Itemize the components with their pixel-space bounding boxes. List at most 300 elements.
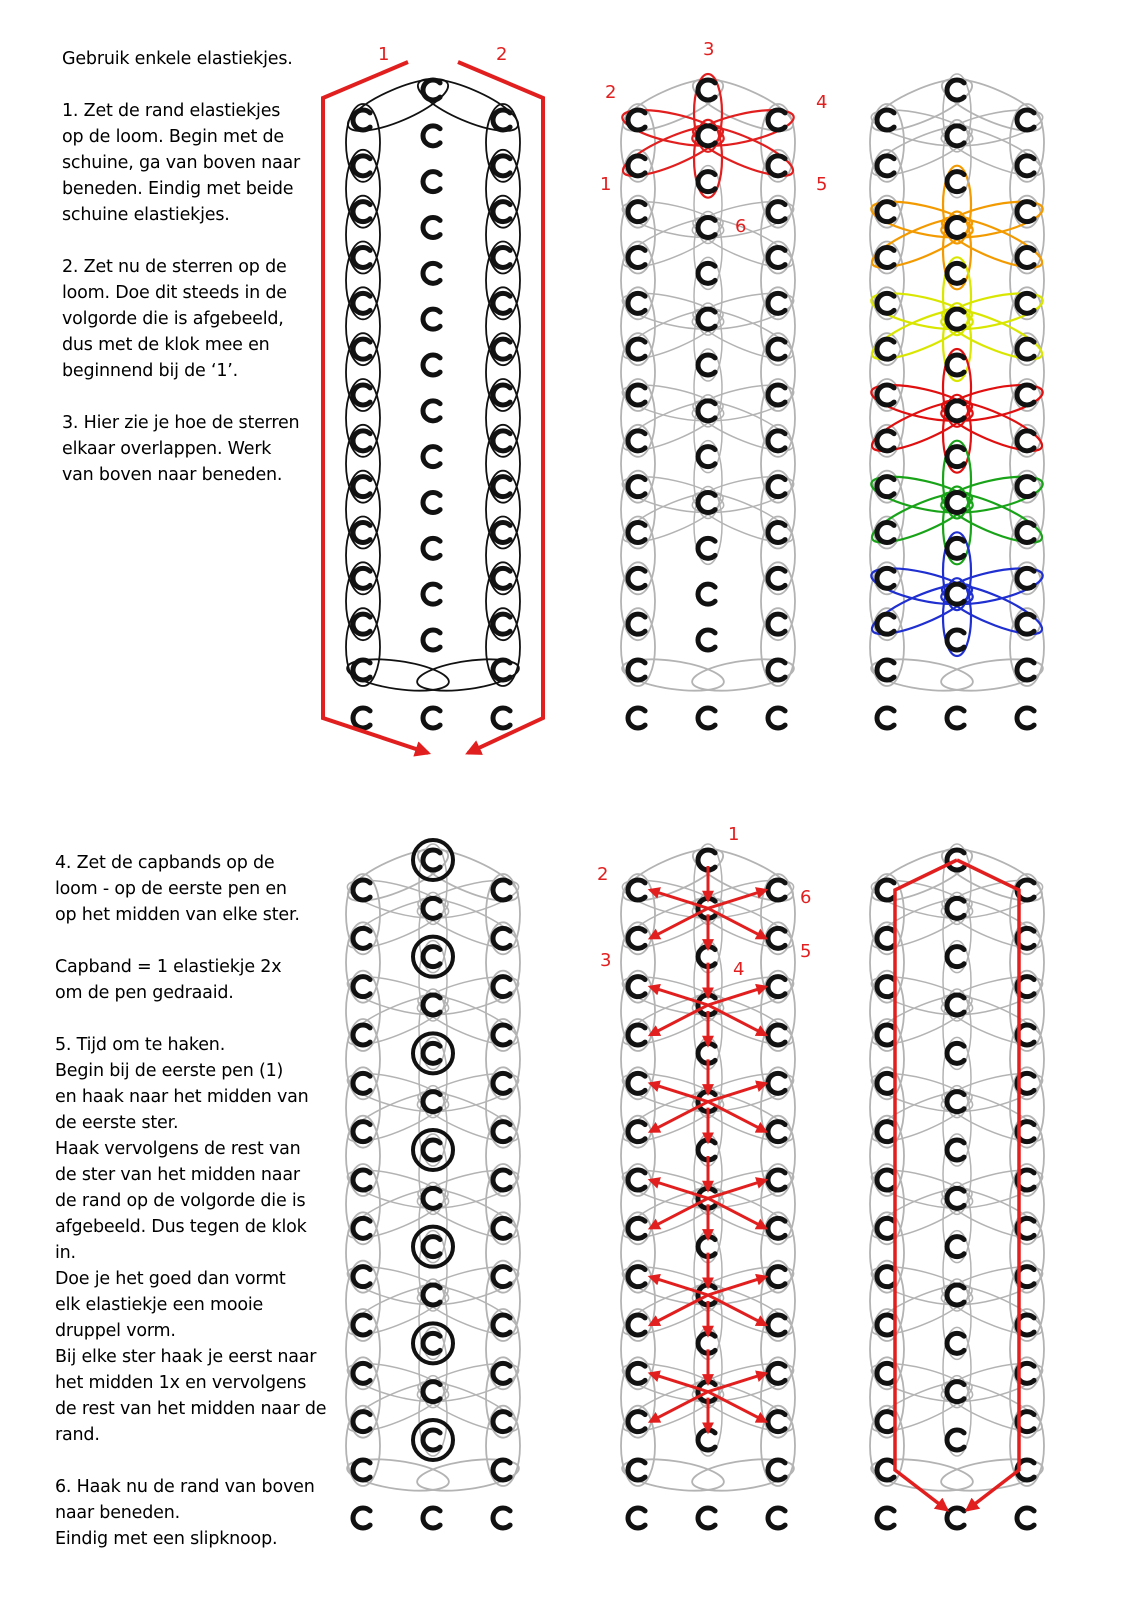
loom-peg-icon [628, 431, 645, 451]
loom-peg-icon [493, 928, 510, 948]
loom-peg-icon [628, 293, 645, 313]
instruction-line: beginnend bij de ‘1’. [62, 361, 239, 381]
loom-peg-icon [493, 568, 510, 588]
rubber-band [761, 471, 795, 549]
loom-peg-icon [353, 1460, 370, 1480]
loom-peg-icon [768, 1073, 785, 1093]
loom-peg-icon [947, 630, 964, 650]
loom-peg-icon [423, 1508, 440, 1528]
rubber-band [621, 196, 655, 274]
loom-peg-icon [698, 126, 715, 146]
loom-peg-icon [423, 492, 440, 512]
loom-peg-icon [1017, 339, 1034, 359]
rubber-band [346, 562, 380, 640]
loom-peg-icon [628, 110, 645, 130]
loom-peg-icon [628, 928, 645, 948]
rubber-band [761, 517, 795, 595]
capband [413, 1033, 453, 1073]
rubber-band [486, 1164, 520, 1244]
loom-peg-icon [423, 995, 440, 1015]
loom-peg-icon [423, 447, 440, 467]
loom-peg-icon [698, 218, 715, 238]
instruction-line: de rest van het midden naar de [55, 1399, 327, 1419]
instruction-line: Doe je het goed dan vormt [55, 1269, 286, 1289]
rubber-band [621, 471, 655, 549]
loom-peg-icon [628, 385, 645, 405]
loom-peg-icon [353, 1170, 370, 1190]
loom-peg-icon [353, 156, 370, 176]
loom-peg-icon [877, 1508, 894, 1528]
hook-arrow [708, 1295, 766, 1325]
instruction-line: van boven naar beneden. [62, 465, 283, 485]
instruction-line: de rand op de volgorde die is [55, 1191, 306, 1211]
rubber-band [761, 379, 795, 457]
loom-peg-icon [947, 1092, 964, 1112]
rubber-band [1010, 196, 1044, 274]
loom-peg-icon [877, 1122, 894, 1142]
loom-peg-icon [628, 477, 645, 497]
instruction-line: druppel vorm. [55, 1321, 176, 1341]
loom-peg-icon [423, 584, 440, 604]
rubber-band [1010, 1357, 1044, 1437]
loom-peg-icon [423, 1188, 440, 1208]
rubber-band [621, 379, 655, 457]
instruction-line: schuine, ga van boven naar [62, 153, 301, 173]
step-number-label: 2 [597, 864, 609, 885]
loom-peg-icon [947, 1382, 964, 1402]
loom-peg-icon [493, 977, 510, 997]
instruction-line: dus met de klok mee en [62, 335, 270, 355]
capband [413, 937, 453, 977]
loom-peg-icon [768, 247, 785, 267]
instruction-line: Begin bij de eerste pen (1) [55, 1061, 284, 1081]
loom-peg-icon [353, 477, 370, 497]
loom-peg-icon [877, 880, 894, 900]
border-arrow-right [458, 62, 543, 753]
loom-peg-icon [353, 1122, 370, 1142]
loom-peg-icon [768, 568, 785, 588]
rubber-band [486, 425, 520, 503]
loom-peg-icon [1017, 202, 1034, 222]
rubber-band [346, 425, 380, 503]
loom-peg-icon [423, 850, 440, 870]
step-number-label: 1 [378, 44, 390, 65]
loom-peg-icon [423, 630, 440, 650]
loom-peg-icon [493, 385, 510, 405]
loom-peg-icon [877, 1025, 894, 1045]
loom-peg-icon [628, 1218, 645, 1238]
step-number-label: 1 [728, 824, 740, 845]
loom-peg-icon [768, 880, 785, 900]
loom-peg-icon [947, 995, 964, 1015]
loom-peg-icon [493, 1267, 510, 1287]
loom-peg-icon [877, 339, 894, 359]
loom-peg-icon [698, 355, 715, 375]
rubber-band [761, 1357, 795, 1437]
rubber-band [346, 1164, 380, 1244]
loom-peg-icon [768, 1508, 785, 1528]
step-number-label: 2 [496, 44, 508, 65]
rubber-band [486, 1261, 520, 1341]
loom-peg-icon [628, 708, 645, 728]
capband [413, 1227, 453, 1267]
loom-peg-icon [947, 218, 964, 238]
loom-peg-icon [1017, 568, 1034, 588]
rubber-band [346, 517, 380, 595]
loom-peg-icon [493, 339, 510, 359]
loom-peg-icon [628, 1170, 645, 1190]
loom-peg-icon [947, 126, 964, 146]
rubber-band [1010, 1067, 1044, 1147]
instruction-line: Capband = 1 elastiekje 2x [55, 957, 282, 977]
loom-peg-icon [877, 431, 894, 451]
loom-peg-icon [1017, 523, 1034, 543]
rubber-band [346, 379, 380, 457]
loom-peg-icon [698, 263, 715, 283]
rubber-band [761, 1164, 795, 1244]
loom-peg-icon [628, 660, 645, 680]
loom-peg-icon [947, 172, 964, 192]
loom-peg-icon [493, 1315, 510, 1335]
loom-peg-icon [947, 1508, 964, 1528]
rubber-band [346, 1067, 380, 1147]
loom-peg-icon [768, 1267, 785, 1287]
loom-peg-icon [353, 708, 370, 728]
loom-peg-icon [877, 660, 894, 680]
loom-peg-icon [768, 1170, 785, 1190]
loom-peg-icon [353, 568, 370, 588]
loom-peg-icon [628, 523, 645, 543]
loom-peg-icon [493, 1122, 510, 1142]
loom-peg-icon [1017, 293, 1034, 313]
instruction-line: elkaar overlappen. Werk [62, 439, 272, 459]
rubber-band [870, 1261, 904, 1341]
instruction-line: het midden 1x en vervolgens [55, 1373, 307, 1393]
loom-peg-icon [423, 1382, 440, 1402]
rubber-band [346, 287, 380, 365]
loom-peg-icon [877, 1412, 894, 1432]
loom-peg-icon [493, 477, 510, 497]
loom-peg-icon [698, 708, 715, 728]
rubber-band [870, 1357, 904, 1437]
rubber-band [621, 517, 655, 595]
loom-peg-icon [628, 1315, 645, 1335]
loom-peg-icon [698, 584, 715, 604]
rubber-band [870, 971, 904, 1051]
loom-peg-icon [698, 630, 715, 650]
hook-arrow [650, 1198, 708, 1228]
loom-peg-icon [423, 355, 440, 375]
loom-peg-icon [423, 218, 440, 238]
loom-peg-icon [1017, 614, 1034, 634]
loom-peg-icon [1017, 247, 1034, 267]
loom-peg-icon [877, 1267, 894, 1287]
loom-peg-icon [698, 1430, 715, 1450]
rubber-band [486, 150, 520, 228]
instruction-line: elk elastiekje een mooie [55, 1295, 264, 1315]
loom-peg-icon [353, 880, 370, 900]
capband [413, 1130, 453, 1170]
rubber-band [1010, 1164, 1044, 1244]
rubber-band [1010, 471, 1044, 549]
loom-peg-icon [353, 977, 370, 997]
rubber-band [346, 242, 380, 320]
loom-peg-icon [628, 1122, 645, 1142]
loom-peg-icon [628, 977, 645, 997]
instruction-line: loom - op de eerste pen en [55, 879, 287, 899]
loom-peg-icon [493, 1073, 510, 1093]
loom-peg-icon [353, 1073, 370, 1093]
rubber-band [761, 1067, 795, 1147]
loom-peg-icon [353, 110, 370, 130]
rubber-band [621, 971, 655, 1051]
loom-peg-icon [877, 1170, 894, 1190]
loom-peg-icon [493, 1218, 510, 1238]
loom-peg-icon [493, 1412, 510, 1432]
loom-peg-icon [698, 1508, 715, 1528]
loom-peg-icon [877, 523, 894, 543]
loom-peg-icon [628, 247, 645, 267]
loom-peg-icon [353, 1363, 370, 1383]
loom-peg-icon [947, 898, 964, 918]
loom-peg-icon [353, 431, 370, 451]
rubber-band [761, 562, 795, 640]
rubber-band [870, 471, 904, 549]
loom-peg-icon [423, 538, 440, 558]
loom-peg-icon [353, 247, 370, 267]
loom-peg-icon [947, 947, 964, 967]
instruction-line: 1. Zet de rand elastiekjes [62, 101, 281, 121]
loom-peg-icon [947, 1043, 964, 1063]
loom-peg-icon [423, 172, 440, 192]
loom-peg-icon [768, 1122, 785, 1142]
loom-peg-icon [698, 309, 715, 329]
loom-peg-icon [353, 339, 370, 359]
loom-peg-icon [493, 1460, 510, 1480]
loom-peg-icon [423, 1140, 440, 1160]
step-number-label: 4 [733, 959, 745, 980]
loom-peg-icon [493, 1025, 510, 1045]
instruction-line: 3. Hier zie je hoe de sterren [62, 413, 300, 433]
loom-peg-icon [947, 1333, 964, 1353]
loom-peg-icon [698, 538, 715, 558]
loom-peg-icon [353, 928, 370, 948]
loom-peg-icon [353, 1025, 370, 1045]
rubber-band [486, 562, 520, 640]
capband [413, 1323, 453, 1363]
loom-peg-icon [768, 1218, 785, 1238]
loom-peg-icon [947, 401, 964, 421]
instruction-line: rand. [55, 1425, 100, 1445]
loom-peg-icon [493, 523, 510, 543]
instruction-line: de ster van het midden naar [55, 1165, 300, 1185]
instruction-line: Haak vervolgens de rest van [55, 1139, 301, 1159]
loom-peg-icon [493, 708, 510, 728]
loom-peg-icon [947, 1237, 964, 1257]
rubber-band [761, 971, 795, 1051]
loom-peg-icon [628, 1073, 645, 1093]
loom-peg-icon [947, 355, 964, 375]
loom-peg-icon [698, 80, 715, 100]
loom-peg-icon [768, 339, 785, 359]
loom-peg-icon [768, 523, 785, 543]
instruction-line: Eindig met een slipknoop. [55, 1529, 278, 1549]
hook-arrow [650, 1392, 708, 1422]
loom-peg-icon [493, 1170, 510, 1190]
hook-arrow [650, 1295, 708, 1325]
rubber-band [1010, 287, 1044, 365]
loom-peg-icon [768, 1460, 785, 1480]
rubber-band [486, 242, 520, 320]
loom-peg-icon [628, 568, 645, 588]
loom-peg-icon [353, 1315, 370, 1335]
loom-peg-icon [628, 1363, 645, 1383]
rubber-band [1010, 562, 1044, 640]
loom-peg-icon [1017, 1508, 1034, 1528]
rubber-band [1010, 971, 1044, 1051]
loom-peg-icon [698, 492, 715, 512]
step-number-label: 6 [735, 216, 747, 237]
loom-peg-icon [877, 156, 894, 176]
loom-peg-icon [947, 1140, 964, 1160]
hook-arrow [650, 1005, 708, 1035]
loom-peg-icon [877, 293, 894, 313]
hook-arrow [708, 1005, 766, 1035]
loom-peg-icon [493, 1363, 510, 1383]
loom-peg-icon [423, 1237, 440, 1257]
instruction-line: 2. Zet nu de sterren op de [62, 257, 287, 277]
loom-peg-icon [768, 1025, 785, 1045]
loom-peg-icon [493, 1508, 510, 1528]
loom-peg-icon [768, 928, 785, 948]
hook-arrow [708, 908, 766, 938]
rubber-band [870, 1164, 904, 1244]
rubber-band [346, 1357, 380, 1437]
loom-peg-icon [877, 385, 894, 405]
loom-peg-icon [877, 202, 894, 222]
rubber-band [621, 1164, 655, 1244]
loom-peg-icon [353, 660, 370, 680]
loom-peg-icon [877, 1073, 894, 1093]
loom-peg-icon [947, 1188, 964, 1208]
loom-peg-icon [877, 1363, 894, 1383]
loom-peg-icon [1017, 431, 1034, 451]
loom-peg-icon [947, 1285, 964, 1305]
rubber-band [761, 196, 795, 274]
loom-peg-icon [768, 660, 785, 680]
rubber-band [486, 196, 520, 274]
loom-peg-icon [628, 202, 645, 222]
rubber-band [346, 196, 380, 274]
loom-peg-icon [353, 202, 370, 222]
loom-peg-icon [628, 1508, 645, 1528]
rubber-band [870, 1067, 904, 1147]
loom-peg-icon [877, 1218, 894, 1238]
step-number-label: 5 [800, 941, 812, 962]
loom-peg-icon [493, 431, 510, 451]
loom-peg-icon [768, 431, 785, 451]
instruction-line: 6. Haak nu de rand van boven [55, 1477, 315, 1497]
step-number-label: 5 [816, 174, 828, 195]
rubber-band [1010, 379, 1044, 457]
loom-peg-icon [947, 538, 964, 558]
loom-peg-icon [768, 385, 785, 405]
loom-peg-icon [423, 1430, 440, 1450]
rubber-band [870, 196, 904, 274]
loom-peg-icon [877, 1315, 894, 1335]
loom-peg-icon [768, 110, 785, 130]
loom-peg-icon [877, 928, 894, 948]
loom-peg-icon [423, 1092, 440, 1112]
loom-peg-icon [628, 880, 645, 900]
rubber-band [870, 287, 904, 365]
instruction-line: 5. Tijd om te haken. [55, 1035, 226, 1055]
loom-peg-icon [628, 339, 645, 359]
instruction-line: beneden. Eindig met beide [62, 179, 294, 199]
loom-peg-icon [768, 977, 785, 997]
instruction-line: 4. Zet de capbands op de [55, 853, 275, 873]
loom-peg-icon [423, 708, 440, 728]
rubber-band [346, 971, 380, 1051]
rubber-band [761, 287, 795, 365]
loom-peg-icon [493, 110, 510, 130]
rubber-band [870, 562, 904, 640]
step-number-label: 3 [600, 950, 612, 971]
instruction-line: op het midden van elke ster. [55, 905, 300, 925]
loom-peg-icon [768, 708, 785, 728]
rubber-band [621, 1357, 655, 1437]
loom-peg-icon [698, 172, 715, 192]
instruction-line: in. [55, 1243, 76, 1263]
rubber-band [621, 562, 655, 640]
loom-peg-icon [493, 293, 510, 313]
loom-peg-icon [768, 614, 785, 634]
instruction-line: naar beneden. [55, 1503, 180, 1523]
loom-peg-icon [768, 1363, 785, 1383]
loom-peg-icon [698, 447, 715, 467]
instruction-line: Bij elke ster haak je eerst naar [55, 1347, 317, 1367]
loom-peg-icon [698, 401, 715, 421]
loom-peg-icon [423, 898, 440, 918]
rubber-band [486, 971, 520, 1051]
loom-peg-icon [423, 401, 440, 421]
instruction-line: om de pen gedraaid. [55, 983, 234, 1003]
loom-peg-icon [768, 477, 785, 497]
rubber-band [486, 287, 520, 365]
loom-peg-icon [628, 1025, 645, 1045]
rubber-band [486, 1357, 520, 1437]
loom-peg-icon [423, 1333, 440, 1353]
loom-peg-icon [877, 614, 894, 634]
instruction-line: volgorde die is afgebeeld, [62, 309, 284, 329]
loom-peg-icon [628, 1460, 645, 1480]
loom-peg-icon [628, 1412, 645, 1432]
loom-peg-icon [947, 584, 964, 604]
loom-peg-icon [1017, 385, 1034, 405]
loom-peg-icon [628, 156, 645, 176]
rubber-band [621, 1261, 655, 1341]
loom-peg-icon [947, 492, 964, 512]
loom-peg-icon [947, 263, 964, 283]
instruction-line: afgebeeld. Dus tegen de klok [55, 1217, 307, 1237]
capband [413, 1420, 453, 1460]
loom-peg-icon [1017, 156, 1034, 176]
loom-peg-icon [768, 202, 785, 222]
loom-peg-icon [493, 247, 510, 267]
loom-peg-icon [493, 614, 510, 634]
loom-peg-icon [423, 309, 440, 329]
loom-peg-icon [423, 263, 440, 283]
